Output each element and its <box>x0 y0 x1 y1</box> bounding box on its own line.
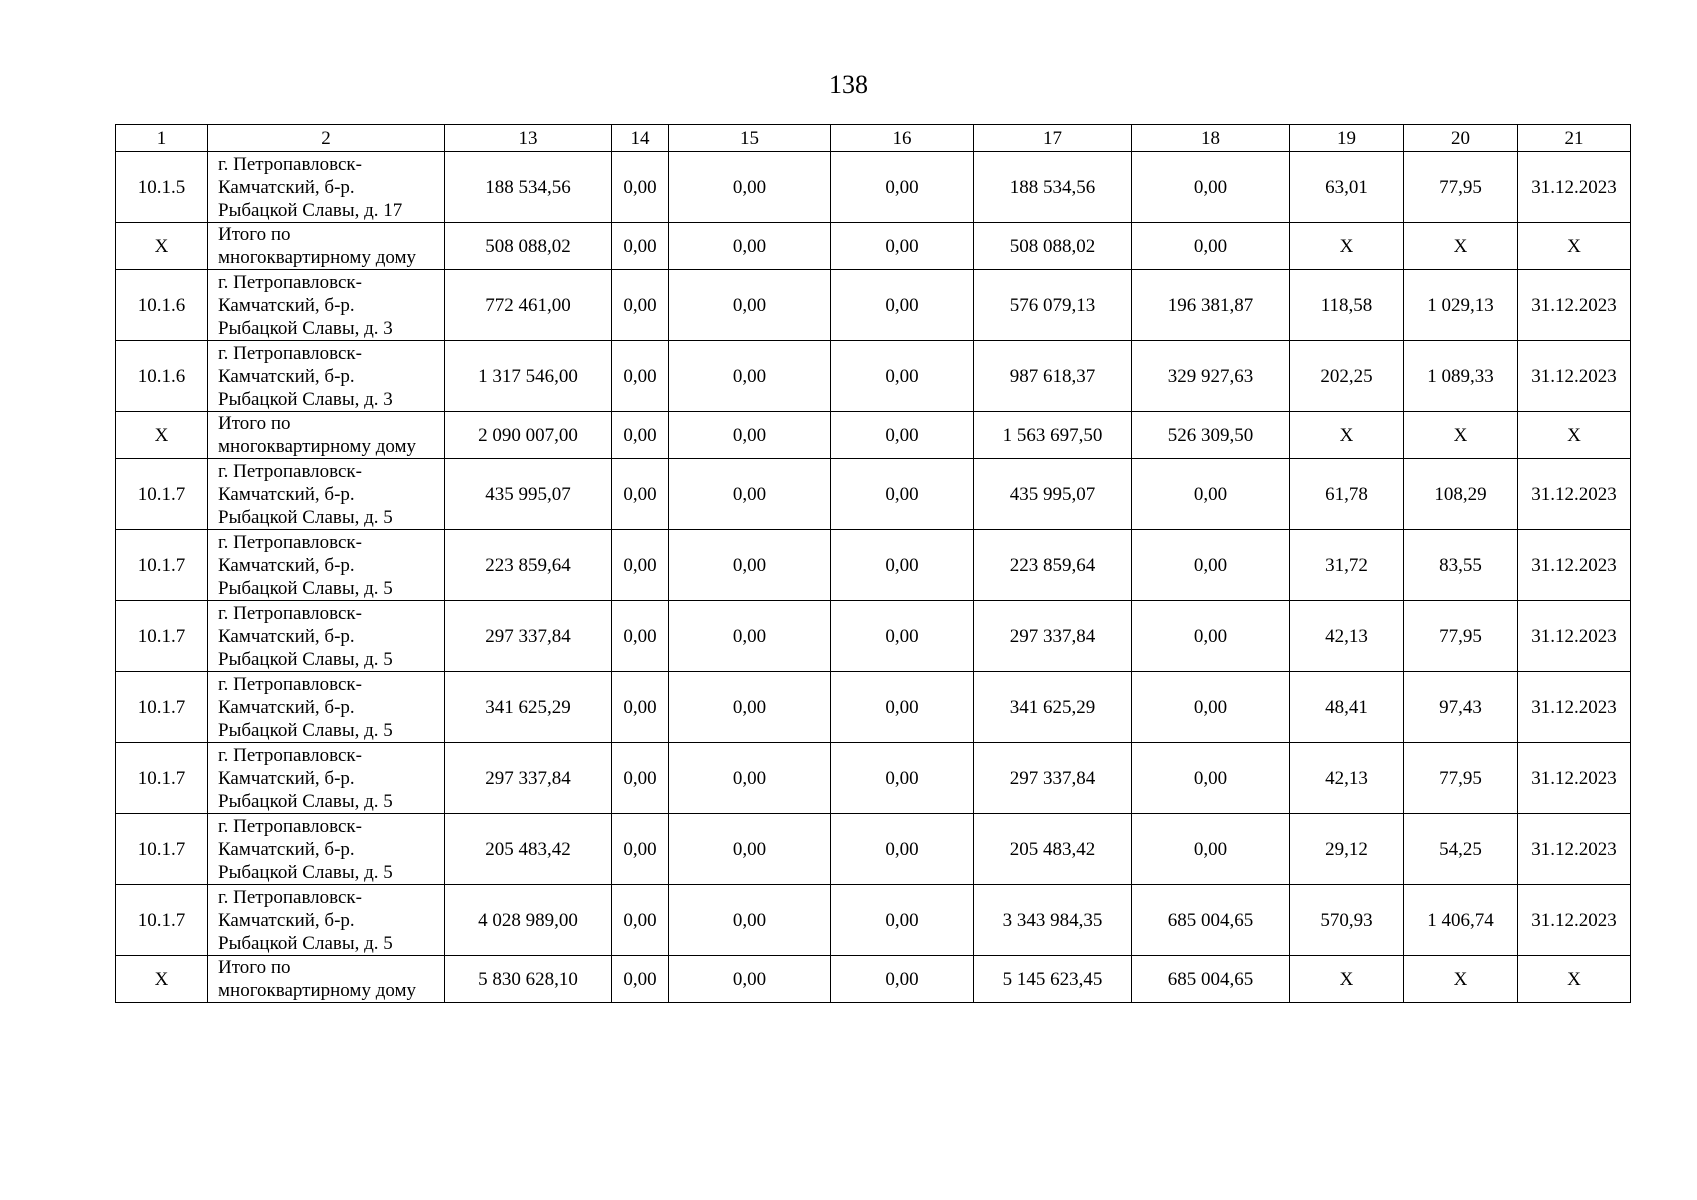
table-row <box>116 601 1631 672</box>
value-cell: 0,00 <box>831 814 974 885</box>
value-cell: 0,00 <box>1132 459 1290 530</box>
address-cell: г. Петропавловск- Камчатский, б-р. Рыбацкой Славы, д. 5 <box>208 743 445 814</box>
row-number-cell: 10.1.7 <box>116 601 208 672</box>
total-row <box>116 412 1631 459</box>
value-cell: 576 079,13 <box>974 270 1132 341</box>
value-cell: 31.12.2023 <box>1518 341 1631 412</box>
value-cell: 205 483,42 <box>445 814 612 885</box>
value-cell: 0,00 <box>669 530 831 601</box>
header-row <box>116 125 1631 152</box>
row-number-cell: 10.1.5 <box>116 152 208 223</box>
value-cell: 0,00 <box>669 341 831 412</box>
column-header: 18 <box>1132 125 1290 152</box>
column-header: 21 <box>1518 125 1631 152</box>
value-cell: 5 145 623,45 <box>974 956 1132 1003</box>
value-cell: 2 090 007,00 <box>445 412 612 459</box>
value-cell: 61,78 <box>1290 459 1404 530</box>
value-cell: 42,13 <box>1290 743 1404 814</box>
table-row <box>116 270 1631 341</box>
row-number-cell: 10.1.7 <box>116 814 208 885</box>
value-cell: 0,00 <box>669 152 831 223</box>
value-cell: 526 309,50 <box>1132 412 1290 459</box>
value-cell: 31.12.2023 <box>1518 459 1631 530</box>
address-cell: г. Петропавловск- Камчатский, б-р. Рыбацкой Славы, д. 5 <box>208 601 445 672</box>
row-number-cell: 10.1.7 <box>116 459 208 530</box>
value-cell: 48,41 <box>1290 672 1404 743</box>
value-cell: 1 317 546,00 <box>445 341 612 412</box>
column-header: 1 <box>116 125 208 152</box>
address-cell: г. Петропавловск- Камчатский, б-р. Рыбацкой Славы, д. 5 <box>208 459 445 530</box>
value-cell: 196 381,87 <box>1132 270 1290 341</box>
value-cell: 0,00 <box>612 743 669 814</box>
value-cell: 0,00 <box>612 223 669 270</box>
value-cell: 77,95 <box>1404 152 1518 223</box>
table-row <box>116 814 1631 885</box>
value-cell: 97,43 <box>1404 672 1518 743</box>
row-number-cell: 10.1.6 <box>116 270 208 341</box>
value-cell: 0,00 <box>612 412 669 459</box>
value-cell: 0,00 <box>831 152 974 223</box>
column-header: 2 <box>208 125 445 152</box>
value-cell: 42,13 <box>1290 601 1404 672</box>
row-number-cell: 10.1.7 <box>116 885 208 956</box>
value-cell: 329 927,63 <box>1132 341 1290 412</box>
value-cell: 0,00 <box>669 223 831 270</box>
column-header: 17 <box>974 125 1132 152</box>
value-cell: 0,00 <box>669 885 831 956</box>
value-cell: 0,00 <box>831 270 974 341</box>
address-cell: г. Петропавловск- Камчатский, б-р. Рыбацкой Славы, д. 5 <box>208 530 445 601</box>
value-cell: 31.12.2023 <box>1518 743 1631 814</box>
value-cell: 1 089,33 <box>1404 341 1518 412</box>
value-cell: 0,00 <box>669 956 831 1003</box>
value-cell: Х <box>1404 412 1518 459</box>
value-cell: 188 534,56 <box>974 152 1132 223</box>
value-cell: 297 337,84 <box>974 601 1132 672</box>
value-cell: 0,00 <box>831 601 974 672</box>
value-cell: 0,00 <box>831 672 974 743</box>
value-cell: 3 343 984,35 <box>974 885 1132 956</box>
page-number: 138 <box>829 70 868 99</box>
value-cell: 205 483,42 <box>974 814 1132 885</box>
value-cell: 0,00 <box>669 270 831 341</box>
table-row <box>116 152 1631 223</box>
value-cell: 77,95 <box>1404 743 1518 814</box>
address-cell: г. Петропавловск- Камчатский, б-р. Рыбацкой Славы, д. 3 <box>208 270 445 341</box>
address-cell: Итого по многоквартирному дому <box>208 223 445 270</box>
address-cell: Итого по многоквартирному дому <box>208 956 445 1003</box>
address-cell: г. Петропавловск- Камчатский, б-р. Рыбацкой Славы, д. 5 <box>208 672 445 743</box>
row-number-cell: 10.1.7 <box>116 672 208 743</box>
value-cell: Х <box>1518 956 1631 1003</box>
value-cell: 0,00 <box>831 885 974 956</box>
column-header: 19 <box>1290 125 1404 152</box>
value-cell: 0,00 <box>1132 530 1290 601</box>
table-row <box>116 743 1631 814</box>
value-cell: 0,00 <box>669 672 831 743</box>
value-cell: 0,00 <box>612 672 669 743</box>
value-cell: 0,00 <box>612 530 669 601</box>
address-cell: г. Петропавловск- Камчатский, б-р. Рыбацкой Славы, д. 5 <box>208 814 445 885</box>
value-cell: 685 004,65 <box>1132 956 1290 1003</box>
value-cell: 223 859,64 <box>445 530 612 601</box>
value-cell: 188 534,56 <box>445 152 612 223</box>
value-cell: 508 088,02 <box>445 223 612 270</box>
value-cell: 0,00 <box>612 459 669 530</box>
value-cell: 1 406,74 <box>1404 885 1518 956</box>
value-cell: 0,00 <box>669 814 831 885</box>
value-cell: 0,00 <box>612 270 669 341</box>
value-cell: 0,00 <box>1132 152 1290 223</box>
column-header: 15 <box>669 125 831 152</box>
value-cell: 987 618,37 <box>974 341 1132 412</box>
value-cell: 31.12.2023 <box>1518 814 1631 885</box>
row-number-cell: Х <box>116 223 208 270</box>
value-cell: 0,00 <box>1132 223 1290 270</box>
value-cell: 0,00 <box>612 885 669 956</box>
value-cell: 1 029,13 <box>1404 270 1518 341</box>
value-cell: 297 337,84 <box>445 601 612 672</box>
value-cell: 83,55 <box>1404 530 1518 601</box>
value-cell: 0,00 <box>831 530 974 601</box>
value-cell: Х <box>1290 223 1404 270</box>
table-row <box>116 459 1631 530</box>
value-cell: 0,00 <box>1132 672 1290 743</box>
value-cell: 0,00 <box>831 956 974 1003</box>
value-cell: 223 859,64 <box>974 530 1132 601</box>
total-row <box>116 223 1631 270</box>
address-cell: Итого по многоквартирному дому <box>208 412 445 459</box>
value-cell: 0,00 <box>669 459 831 530</box>
value-cell: 0,00 <box>669 743 831 814</box>
value-cell: 0,00 <box>612 341 669 412</box>
value-cell: 108,29 <box>1404 459 1518 530</box>
value-cell: 4 028 989,00 <box>445 885 612 956</box>
total-row <box>116 956 1631 1003</box>
value-cell: Х <box>1518 223 1631 270</box>
value-cell: 0,00 <box>1132 814 1290 885</box>
address-cell: г. Петропавловск- Камчатский, б-р. Рыбацкой Славы, д. 3 <box>208 341 445 412</box>
value-cell: 0,00 <box>612 601 669 672</box>
row-number-cell: 10.1.7 <box>116 530 208 601</box>
value-cell: 0,00 <box>1132 743 1290 814</box>
row-number-cell: 10.1.6 <box>116 341 208 412</box>
value-cell: 570,93 <box>1290 885 1404 956</box>
value-cell: 0,00 <box>669 601 831 672</box>
value-cell: 435 995,07 <box>974 459 1132 530</box>
value-cell: 5 830 628,10 <box>445 956 612 1003</box>
value-cell: Х <box>1518 412 1631 459</box>
address-cell: г. Петропавловск- Камчатский, б-р. Рыбацкой Славы, д. 5 <box>208 885 445 956</box>
value-cell: 772 461,00 <box>445 270 612 341</box>
value-cell: 31.12.2023 <box>1518 270 1631 341</box>
row-number-cell: Х <box>116 956 208 1003</box>
value-cell: 0,00 <box>831 743 974 814</box>
value-cell: 0,00 <box>612 152 669 223</box>
value-cell: 31.12.2023 <box>1518 152 1631 223</box>
value-cell: 118,58 <box>1290 270 1404 341</box>
value-cell: 0,00 <box>831 223 974 270</box>
row-number-cell: Х <box>116 412 208 459</box>
row-number-cell: 10.1.7 <box>116 743 208 814</box>
value-cell: 31.12.2023 <box>1518 885 1631 956</box>
column-header: 13 <box>445 125 612 152</box>
value-cell: 0,00 <box>831 341 974 412</box>
value-cell: 0,00 <box>612 814 669 885</box>
value-cell: 0,00 <box>831 459 974 530</box>
value-cell: 77,95 <box>1404 601 1518 672</box>
column-header: 14 <box>612 125 669 152</box>
value-cell: 0,00 <box>1132 601 1290 672</box>
address-cell: г. Петропавловск- Камчатский, б-р. Рыбацкой Славы, д. 17 <box>208 152 445 223</box>
value-cell: 1 563 697,50 <box>974 412 1132 459</box>
table-row <box>116 341 1631 412</box>
value-cell: Х <box>1404 956 1518 1003</box>
value-cell: 31.12.2023 <box>1518 601 1631 672</box>
value-cell: 63,01 <box>1290 152 1404 223</box>
value-cell: 435 995,07 <box>445 459 612 530</box>
value-cell: 685 004,65 <box>1132 885 1290 956</box>
value-cell: 0,00 <box>831 412 974 459</box>
value-cell: Х <box>1290 412 1404 459</box>
value-cell: 341 625,29 <box>974 672 1132 743</box>
column-header: 16 <box>831 125 974 152</box>
value-cell: 54,25 <box>1404 814 1518 885</box>
value-cell: 297 337,84 <box>445 743 612 814</box>
value-cell: 31.12.2023 <box>1518 672 1631 743</box>
column-header: 20 <box>1404 125 1518 152</box>
table-row <box>116 530 1631 601</box>
value-cell: Х <box>1404 223 1518 270</box>
value-cell: 29,12 <box>1290 814 1404 885</box>
value-cell: 297 337,84 <box>974 743 1132 814</box>
table-body <box>116 152 1631 1003</box>
value-cell: 341 625,29 <box>445 672 612 743</box>
value-cell: 0,00 <box>669 412 831 459</box>
data-table <box>115 124 1631 1003</box>
table-row <box>116 672 1631 743</box>
value-cell: 31.12.2023 <box>1518 530 1631 601</box>
value-cell: 31,72 <box>1290 530 1404 601</box>
value-cell: 508 088,02 <box>974 223 1132 270</box>
value-cell: Х <box>1290 956 1404 1003</box>
table-row <box>116 885 1631 956</box>
value-cell: 0,00 <box>612 956 669 1003</box>
value-cell: 202,25 <box>1290 341 1404 412</box>
